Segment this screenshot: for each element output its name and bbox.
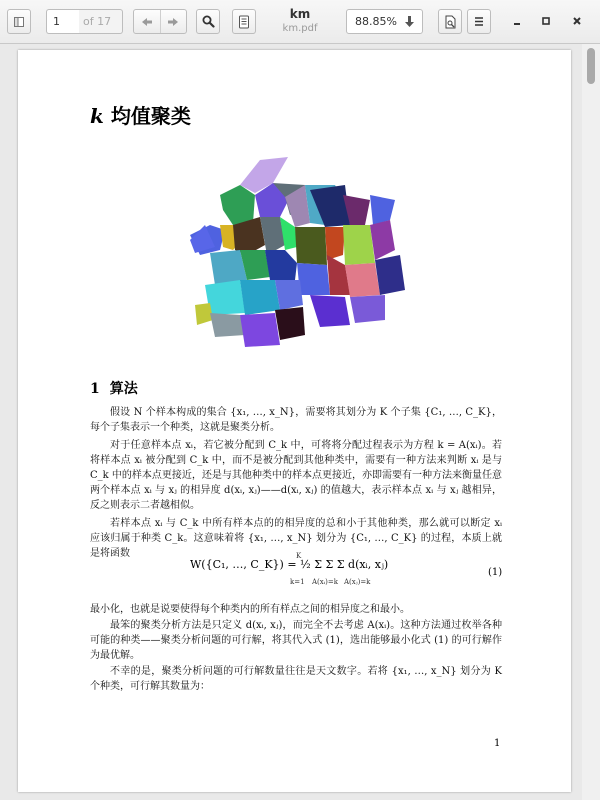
page-count-label: of 17 — [79, 9, 123, 34]
scrollbar-thumb[interactable] — [587, 48, 595, 84]
region — [240, 313, 280, 347]
page-title-variable: k — [90, 104, 104, 128]
equation-limit-top: K — [296, 552, 302, 560]
paragraph-3: 若样本点 xᵢ 与 C_k 中所有样本点的的相异度的总和小于其他种类，那么就可以断定 xᵢ 应该归属于种类 C_k。这意味着将 {x₁, …, x_N} 划分为 {C₁, …, C_K} 的过程，本质上就是将函数 — [90, 518, 502, 559]
search-icon — [202, 15, 215, 28]
section-number: 1 — [90, 381, 100, 397]
page-number: 1 — [494, 738, 501, 749]
region — [350, 295, 385, 323]
page-nav-group — [133, 9, 187, 34]
file-search-icon — [444, 15, 457, 29]
minimize-icon — [512, 16, 522, 26]
page-title — [90, 100, 191, 129]
region — [345, 263, 380, 297]
section-title: 算法 — [109, 381, 138, 397]
region — [240, 280, 280, 315]
window-title — [250, 7, 350, 35]
arrow-right-icon — [167, 17, 179, 27]
region — [210, 313, 245, 337]
search-button[interactable] — [196, 9, 220, 34]
arrow-down-icon — [405, 16, 414, 27]
document-title-label: km — [289, 7, 311, 21]
hamburger-menu-icon — [473, 16, 485, 27]
region — [295, 227, 327, 265]
document-icon — [238, 15, 250, 29]
close-icon — [572, 16, 582, 26]
region — [310, 295, 350, 327]
equation-1 — [190, 552, 510, 598]
zoom-value: 88.85% — [355, 15, 397, 28]
vertical-scrollbar[interactable] — [582, 44, 600, 800]
region — [370, 195, 395, 225]
region — [265, 250, 297, 280]
page-number-input[interactable]: 1 — [46, 9, 79, 34]
paragraph-2: 对于任意样本点 xᵢ，若它被分配到 C_k 中，可将将分配过程表示为方程 k = A(xᵢ)。若将样本点 xᵢ 被分配到 C_k 中，而不是被分配到其他种类中，需要有一种方法来判断 xᵢ 是与 C_k 中的样本点更接近，还是与其他种类中的样本点更接近，亦即需要有一种方法来衡量任意两个样本点 xᵢ 与 xⱼ 的相异度 d(xᵢ, xⱼ)——d(xᵢ, xⱼ) 的值越大，表示样本点 xᵢ 与 xⱼ 越相异，反之则表示二者越相似。 — [90, 440, 502, 511]
close-button[interactable] — [566, 10, 588, 32]
paragraph-4: 最小化，也就是说要使得每个种类内的所有样点之间的相异度之和最小。 — [90, 604, 410, 615]
next-page-button[interactable] — [161, 10, 187, 33]
equation-number: (1) — [488, 567, 503, 578]
voronoi-dragon-illustration — [185, 155, 410, 350]
menu-button[interactable] — [467, 9, 491, 34]
section-heading — [90, 378, 138, 398]
paragraph-6: 不幸的是，聚类分析问题的可行解数量往往是天文数字。若将 {x₁, …, x_N} 划分为 K 个种类，可行解其数量为： — [90, 666, 502, 692]
zoom-select[interactable] — [346, 9, 423, 34]
maximize-button[interactable] — [535, 10, 557, 32]
previous-page-button[interactable] — [134, 10, 161, 33]
toolbar — [0, 0, 600, 44]
equation-limit-k: k=1 — [290, 578, 305, 586]
region — [375, 255, 405, 295]
region — [343, 225, 375, 265]
page-title-text: 均值聚类 — [110, 104, 191, 128]
equation-limit-j: A(xⱼ)=k — [344, 578, 371, 586]
paragraph-5: 最笨的聚类分析方法是只定义 d(xᵢ, xⱼ)，而完全不去考虑 A(xᵢ)。这种方法通过枚举各种可能的种类——聚类分析问题的可行解，将其代入式 (1)，选出能够最小化式 (1) 的可行解作为最优解。 — [90, 620, 502, 661]
open-file-button[interactable] — [438, 9, 462, 34]
sidebar-icon — [13, 16, 25, 28]
maximize-icon — [541, 16, 551, 26]
region — [297, 263, 330, 295]
region — [325, 227, 345, 260]
arrow-left-icon — [141, 17, 153, 27]
document-filename-label: km.pdf — [282, 23, 318, 34]
minimize-button[interactable] — [506, 10, 528, 32]
equation-limit-i: A(xᵢ)=k — [312, 578, 338, 586]
sidebar-toggle-button[interactable] — [7, 9, 31, 34]
region — [275, 307, 305, 340]
equation-text: W({C₁, …, C_K}) = ½ Σ Σ Σ d(xᵢ, xⱼ) — [190, 558, 389, 571]
region — [220, 185, 255, 225]
paragraph-1: 假设 N 个样本构成的集合 {x₁, …, x_N}，需要将其划分为 K 个子集 {C₁, …, C_K}，每个子集表示一个种类，这就是聚类分析。 — [90, 407, 502, 433]
